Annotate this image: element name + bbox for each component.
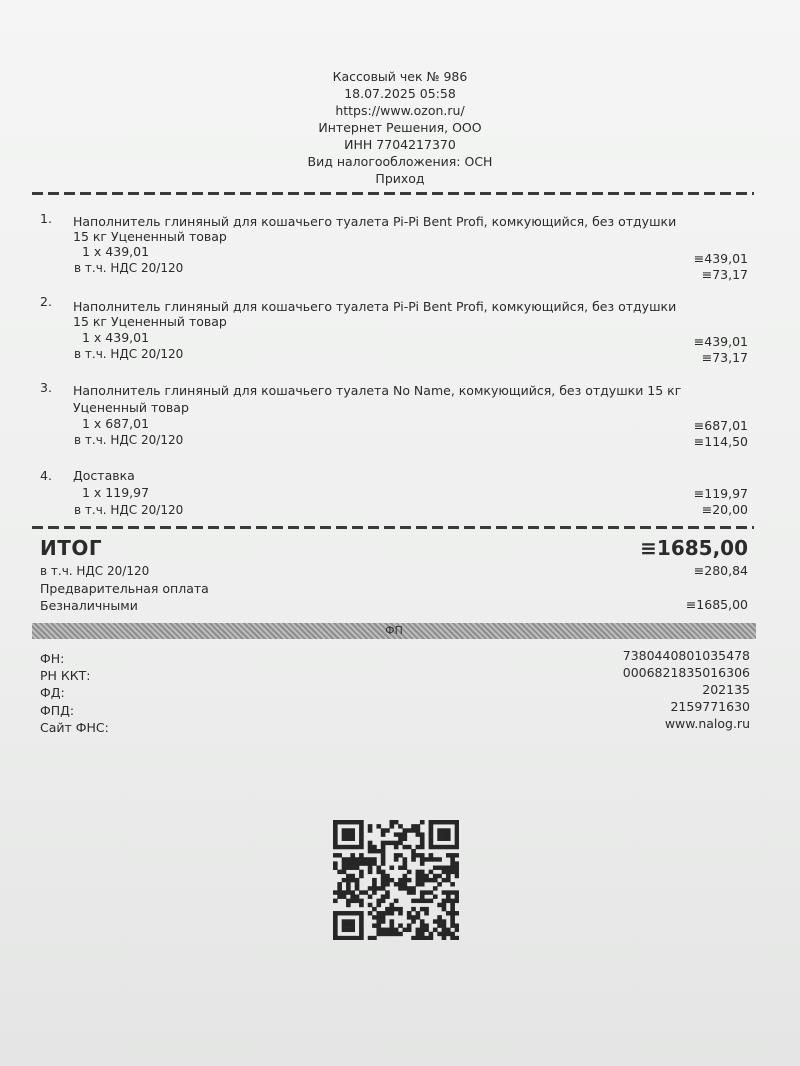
cashless-label: Безналичными	[40, 598, 138, 613]
item-name: Наполнитель глиняный для кошачьего туалета Pi-Pi Bent Profi, комкующийся, без отдушки	[73, 299, 677, 314]
fiscal-row-value: 202135	[702, 682, 750, 697]
item-number: 2.	[40, 294, 52, 309]
item-qty-price: 1 x 119,97	[82, 485, 150, 500]
fiscal-row-label: ФН:	[40, 651, 65, 666]
item-sum: ≡687,01	[693, 418, 748, 433]
seller-website: https://www.ozon.ru/	[335, 103, 465, 118]
item-vat-label: в т.ч. НДС 20/120	[74, 261, 184, 275]
item-vat: ≡73,17	[701, 267, 748, 282]
tax-system: Вид налогообложения: ОСН	[307, 154, 493, 169]
seller-inn: ИНН 7704217370	[344, 137, 456, 152]
fiscal-row-value: 7380440801035478	[622, 648, 750, 663]
fiscal-sign-label: ФП	[385, 624, 403, 637]
item-sum: ≡439,01	[693, 334, 748, 349]
item-number: 3.	[40, 380, 52, 395]
fiscal-row-value: 2159771630	[670, 699, 750, 714]
item-vat-label: в т.ч. НДС 20/120	[74, 347, 184, 361]
item-name: Доставка	[73, 468, 135, 483]
fiscal-row-label: ФД:	[40, 685, 65, 700]
item-number: 4.	[40, 468, 52, 483]
item-sum: ≡439,01	[693, 251, 748, 266]
item-qty-price: 1 x 439,01	[82, 244, 150, 259]
fiscal-sign-bar	[32, 623, 756, 639]
prepayment-label: Предварительная оплата	[40, 581, 209, 596]
cashless-value: ≡1685,00	[685, 597, 748, 612]
seller-company: Интернет Решения, ООО	[318, 120, 482, 135]
fiscal-row-label: ФПД:	[40, 703, 75, 718]
divider-total	[32, 526, 754, 529]
item-name: Наполнитель глиняный для кошачьего туалета No Name, комкующийся, без отдушки 15 кг	[73, 383, 682, 398]
receipt-title: Кассовый чек № 986	[332, 69, 468, 84]
fiscal-row-label: Сайт ФНС:	[40, 720, 109, 735]
item-name-cont: Уцененный товар	[73, 400, 189, 415]
item-vat: ≡114,50	[693, 434, 748, 449]
fiscal-row-label: РН ККТ:	[40, 668, 91, 683]
total-label: ИТОГ	[40, 536, 103, 560]
receipt-header	[0, 68, 800, 187]
item-qty-price: 1 x 439,01	[82, 330, 150, 345]
fiscal-row-value: www.nalog.ru	[664, 716, 750, 731]
item-vat: ≡20,00	[701, 502, 748, 517]
item-sum: ≡119,97	[693, 486, 748, 501]
item-qty-price: 1 x 687,01	[82, 416, 150, 431]
item-vat-label: в т.ч. НДС 20/120	[74, 433, 184, 447]
total-vat-value: ≡280,84	[693, 563, 748, 578]
total-vat-label: в т.ч. НДС 20/120	[40, 564, 150, 578]
receipt-datetime: 18.07.2025 05:58	[344, 86, 456, 101]
item-vat: ≡73,17	[701, 350, 748, 365]
item-name-cont: 15 кг Уцененный товар	[73, 229, 227, 244]
item-name: Наполнитель глиняный для кошачьего туалета Pi-Pi Bent Profi, комкующийся, без отдушки	[73, 214, 677, 229]
item-name-cont: 15 кг Уцененный товар	[73, 314, 227, 329]
total-value: ≡1685,00	[640, 536, 748, 560]
item-number: 1.	[40, 211, 52, 226]
qr-code-icon	[333, 820, 459, 940]
fiscal-row-value: 0006821835016306	[622, 665, 750, 680]
operation-type: Приход	[375, 171, 425, 186]
divider-top	[32, 192, 754, 195]
item-vat-label: в т.ч. НДС 20/120	[74, 503, 184, 517]
